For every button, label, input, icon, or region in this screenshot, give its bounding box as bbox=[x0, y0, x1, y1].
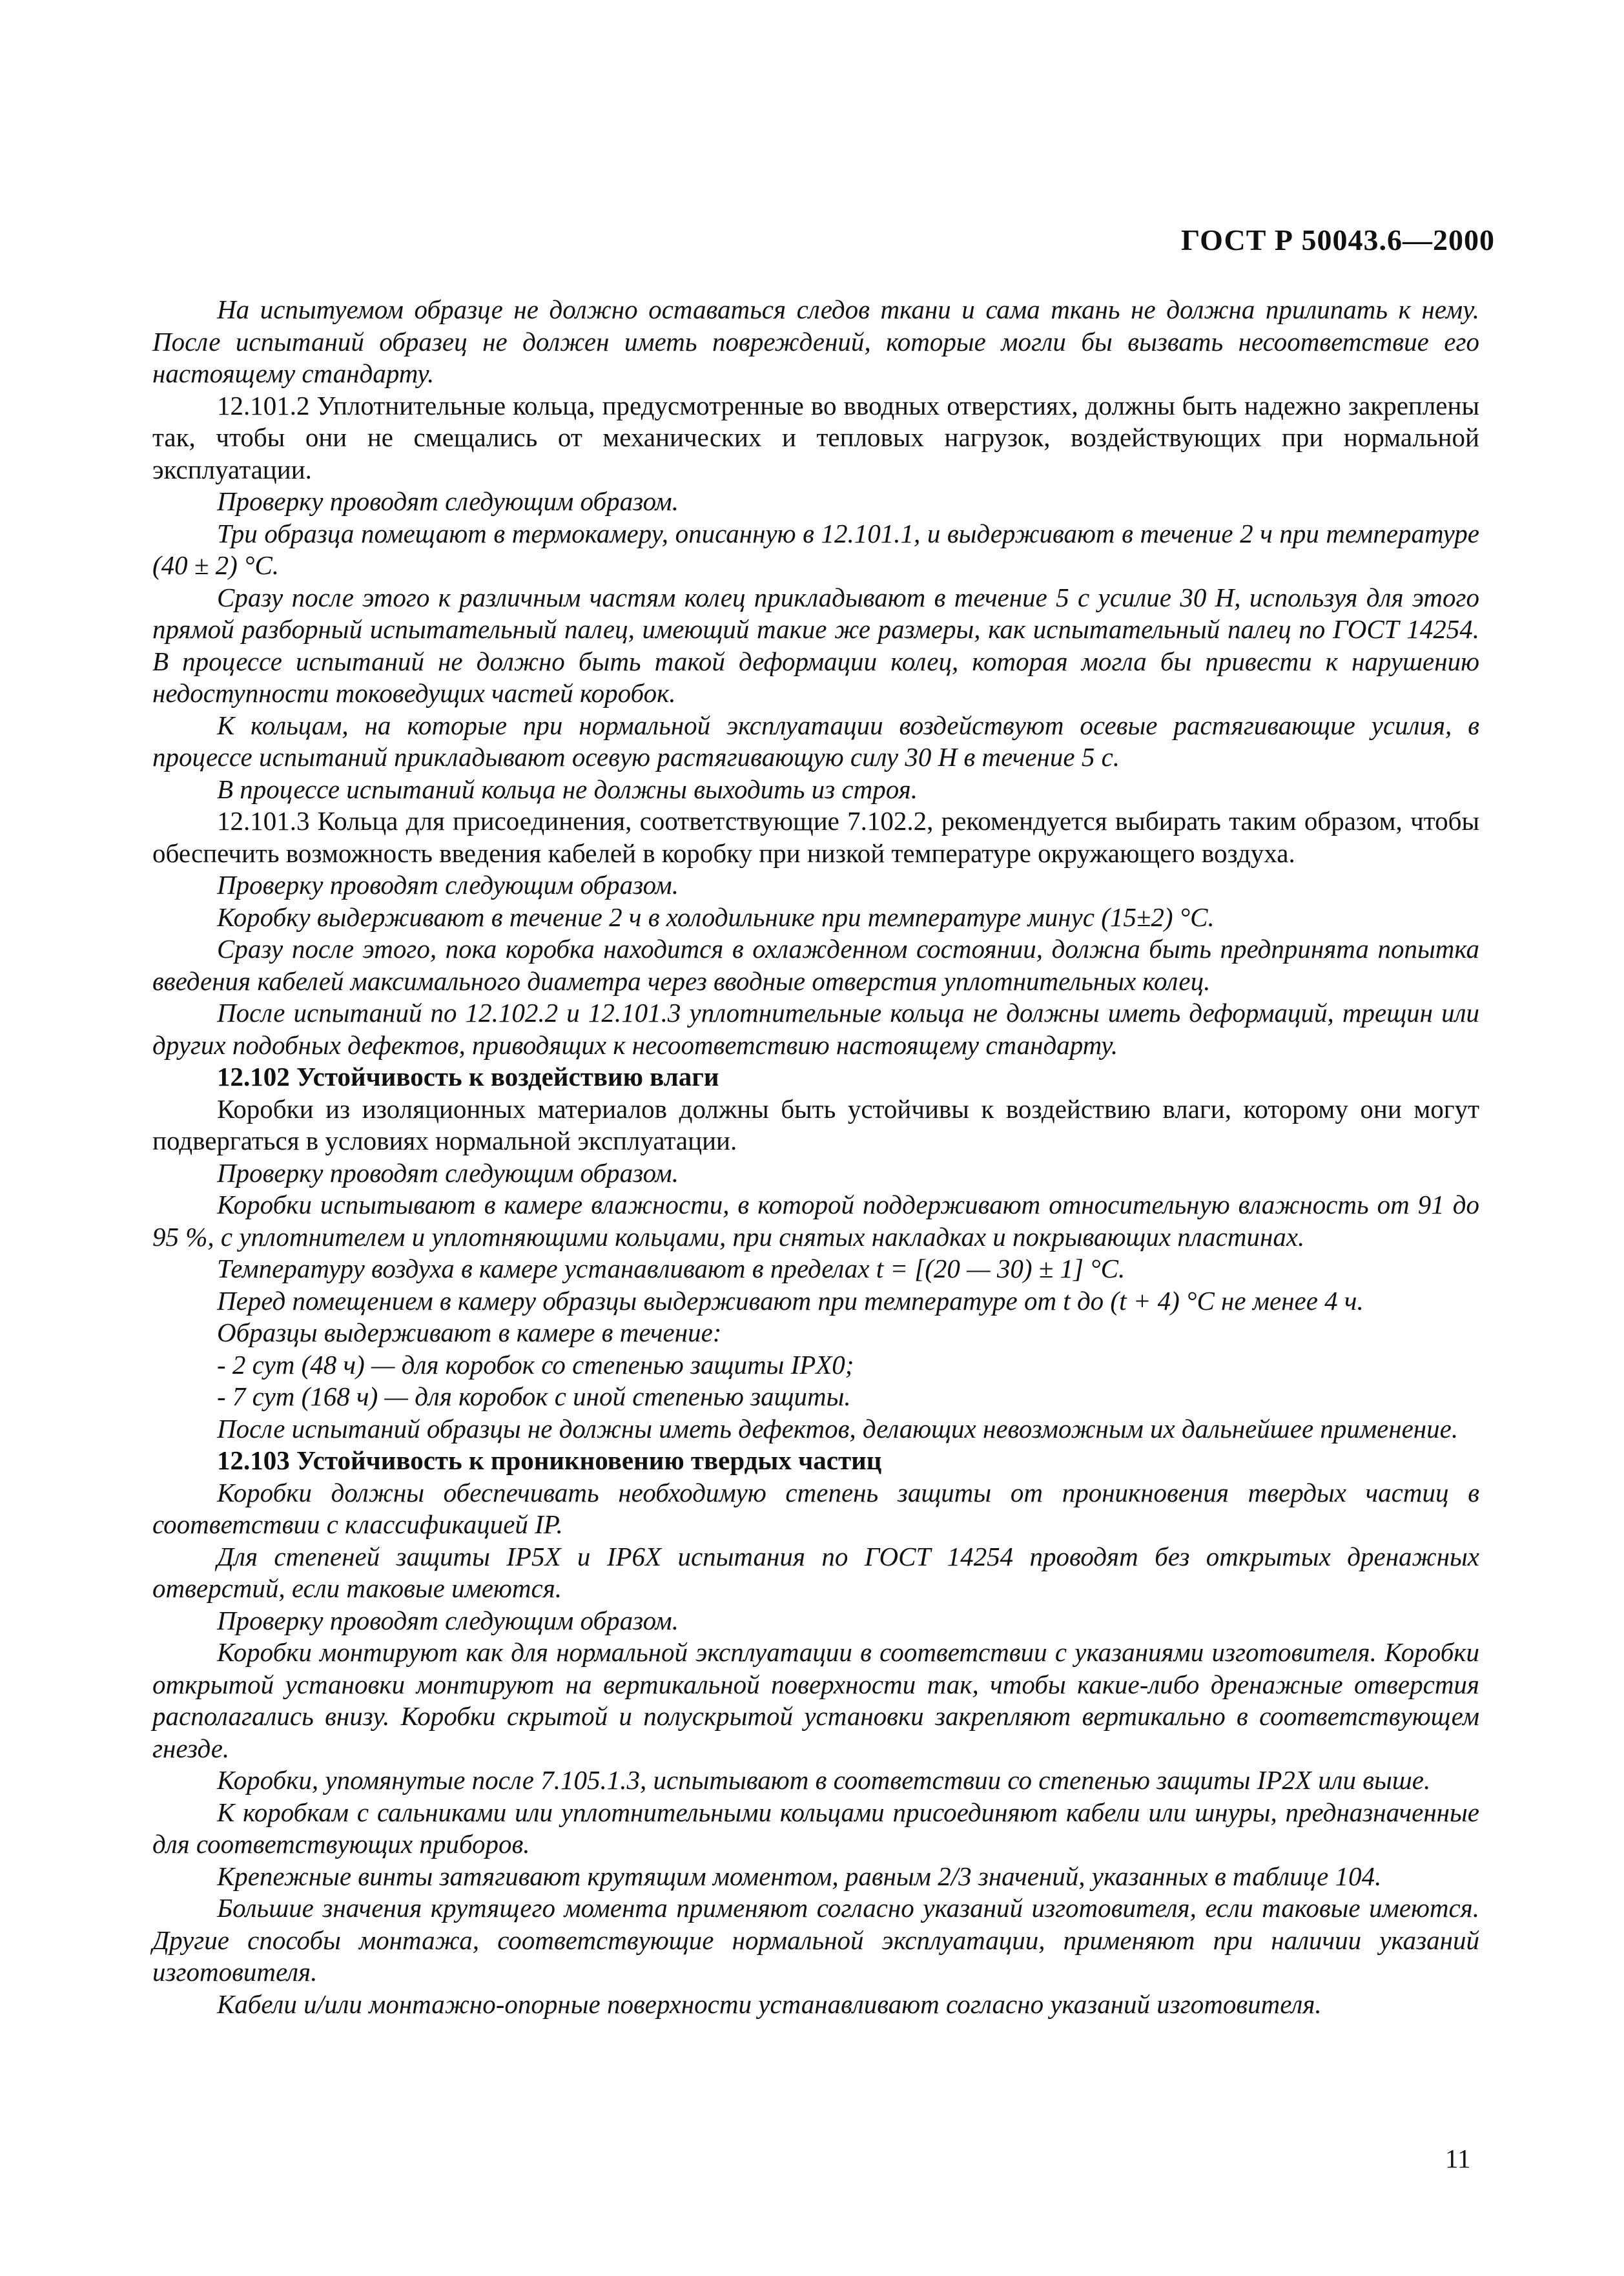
body-paragraph: - 7 сут (168 ч) — для коробок с иной степенью защиты. bbox=[217, 1381, 851, 1411]
page-number: 11 bbox=[1445, 2144, 1471, 2173]
document-header: ГОСТ Р 50043.6—2000 bbox=[1181, 223, 1495, 256]
body-paragraph: Кабели и/или монтажно-опорные поверхности устанавливают согласно указаний изготовителя. bbox=[217, 1989, 1322, 2019]
body-paragraph: Коробки должны обеспечивать необходимую степень защиты от проникновения твердых частиц в соответствии с классификацией IP. bbox=[152, 1477, 1479, 1539]
body-paragraph: После испытаний по 12.102.2 и 12.101.3 уплотнительные кольца не должны иметь деформаций, трещин или других подобных дефектов, приводящих к несоответствию настоящему стандарту. bbox=[152, 998, 1479, 1060]
body-paragraph: Коробки испытывают в камере влажности, в которой поддерживают относительную влажность от 91 до 95 %, с уплотнителем и уплотняющими кольцами, при снятых накладках и покрывающих пластинах. bbox=[152, 1190, 1479, 1252]
document-body bbox=[152, 294, 1479, 2020]
body-paragraph: Сразу после этого, пока коробка находится в охлажденном состоянии, должна быть предпринята попытка введения кабелей максимального диаметра через вводные отверстия уплотнительных колец. bbox=[152, 934, 1479, 996]
body-paragraph: Большие значения крутящего момента применяют согласно указаний изготовителя, если таковые имеются. Другие способы монтажа, соответствующие нормальной эксплуатации, применяют при наличии указаний изготовителя. bbox=[152, 1893, 1479, 1987]
body-paragraph: Проверку проводят следующим образом. bbox=[217, 486, 679, 516]
body-paragraph: - 2 сут (48 ч) — для коробок со степенью защиты IPX0; bbox=[217, 1349, 854, 1380]
body-paragraph: В процессе испытаний кольца не должны выходить из строя. bbox=[217, 774, 918, 804]
body-paragraph: Крепежные винты затягивают крутящим моментом, равным 2/3 значений, указанных в таблице 104. bbox=[217, 1861, 1382, 1891]
body-paragraph: К кольцам, на которые при нормальной эксплуатации воздействуют осевые растягивающие усилия, в процессе испытаний прикладывают осевую растягивающую силу 30 Н в течение 5 с. bbox=[152, 710, 1479, 772]
body-paragraph: Проверку проводят следующим образом. bbox=[217, 1157, 679, 1188]
section-heading: 12.103 Устойчивость к проникновению твердых частиц bbox=[217, 1445, 882, 1475]
body-paragraph: Образцы выдерживают в камере в течение: bbox=[217, 1318, 722, 1347]
body-paragraph: Коробки, упомянутые после 7.105.1.3, испытывают в соответствии со степенью защиты IP2X или выше. bbox=[217, 1765, 1431, 1795]
body-paragraph: После испытаний образцы не должны иметь дефектов, делающих невозможным их дальнейшее применение. bbox=[217, 1413, 1459, 1443]
body-paragraph: Температуру воздуха в камере устанавливают в пределах t = [(20 — 30) ± 1] °С. bbox=[217, 1254, 1125, 1283]
body-paragraph: Сразу после этого к различным частям колец прикладывают в течение 5 с усилие 30 Н, используя для этого прямой разборный испытательный палец, имеющий такие же размеры, как испытательный палец по ГОСТ 14254. В процессе испытаний не должно быть такой деформации колец, которая могла бы привести к нарушению недоступности токоведущих частей коробок. bbox=[152, 582, 1479, 708]
body-paragraph: Коробки монтируют как для нормальной эксплуатации в соответствии с указаниями изготовителя. Коробки открытой установки монтируют на вертикальной поверхности так, чтобы какие-либо дренажные отверстия располагались внизу. Коробки скрытой и полускрытой установки закрепляют вертикально в соответствующем гнезде. bbox=[152, 1637, 1479, 1763]
body-paragraph: Проверку проводят следующим образом. bbox=[217, 870, 679, 900]
body-paragraph: Перед помещением в камеру образцы выдерживают при температуре от t до (t + 4) °С не менее 4 ч. bbox=[217, 1285, 1364, 1316]
body-paragraph: Проверку проводят следующим образом. bbox=[217, 1605, 679, 1635]
body-paragraph: Коробки из изоляционных материалов должны быть устойчивы к воздействию влаги, которому они могут подвергаться в условиях нормальной эксплуатации. bbox=[152, 1093, 1479, 1155]
body-paragraph: 12.101.2 Уплотнительные кольца, предусмотренные во вводных отверстиях, должны быть надежно закреплены так, чтобы они не смещались от механических и тепловых нагрузок, воздействующих при нормальной эксплуатации. bbox=[152, 390, 1479, 484]
body-paragraph: Коробку выдерживают в течение 2 ч в холодильнике при температуре минус (15±2) °С. bbox=[217, 902, 1215, 932]
section-heading: 12.102 Устойчивость к воздействию влаги bbox=[217, 1062, 719, 1091]
body-paragraph: Для степеней защиты IP5X и IP6X испытания по ГОСТ 14254 проводят без открытых дренажных отверстий, если таковые имеются. bbox=[152, 1541, 1479, 1603]
body-paragraph: 12.101.3 Кольца для присоединения, соответствующие 7.102.2, рекомендуется выбирать таким образом, чтобы обеспечить возможность введения кабелей в коробку при низкой температуре окружающего воздуха. bbox=[152, 806, 1479, 868]
body-paragraph: К коробкам с сальниками или уплотнительными кольцами присоединяют кабели или шнуры, предназначенные для соответствующих приборов. bbox=[152, 1797, 1479, 1859]
body-paragraph: Три образца помещают в термокамеру, описанную в 12.101.1, и выдерживают в течение 2 ч при температуре (40 ± 2) °С. bbox=[152, 518, 1479, 580]
body-paragraph: На испытуемом образце не должно оставаться следов ткани и сама ткань не должна прилипать к нему. После испытаний образец не должен иметь повреждений, которые могли бы вызвать несоответствие его настоящему стандарту. bbox=[152, 295, 1479, 388]
